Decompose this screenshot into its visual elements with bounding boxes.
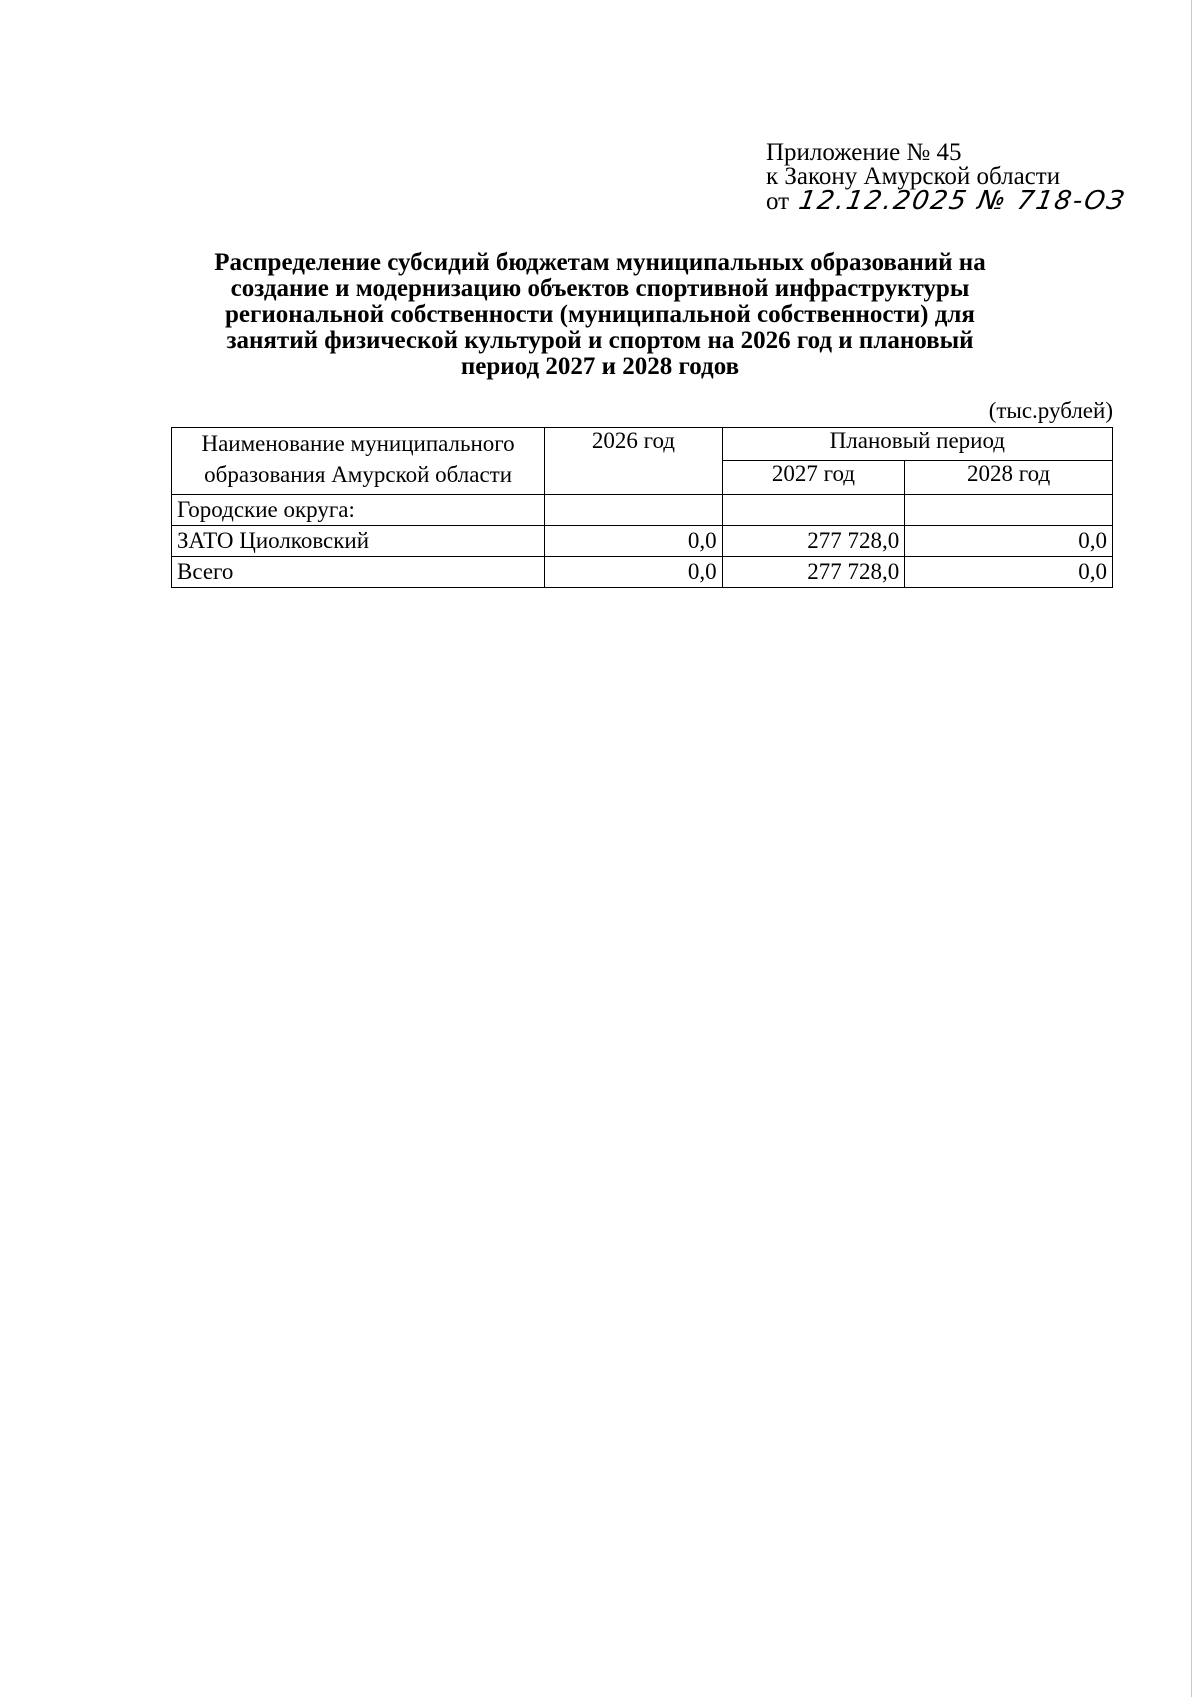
units-label: (тыс.рублей) — [988, 398, 1113, 423]
header-municipality-name: Наименование муниципального образования Амурской области — [172, 428, 545, 495]
appendix-date-prefix: от — [766, 188, 790, 215]
row-value-2027: 277 728,0 — [722, 557, 905, 588]
appendix-date-line — [766, 186, 1129, 216]
row-value-2026 — [545, 495, 723, 526]
row-value-2028: 0,0 — [905, 526, 1113, 557]
title-line-4: занятий физической культурой и спортом на 2026 год и плановый — [226, 327, 974, 354]
appendix-number: Приложение № 45 — [766, 139, 962, 166]
table-row-section — [172, 495, 1113, 526]
header-year-2028: 2028 год — [905, 460, 1113, 494]
row-value-2026: 0,0 — [545, 526, 723, 557]
row-name: ЗАТО Циолковский — [172, 526, 545, 557]
document-title — [150, 250, 1050, 380]
header-year-2027: 2027 год — [722, 460, 905, 494]
handwritten-date-number: 12.12.2025 № 718-ОЗ — [796, 186, 1129, 216]
row-name: Всего — [172, 557, 545, 588]
appendix-law-reference: к Закону Амурской области — [766, 163, 1061, 190]
row-value-2028: 0,0 — [905, 557, 1113, 588]
table-row-total — [172, 557, 1113, 588]
row-value-2028 — [905, 495, 1113, 526]
table-row — [172, 526, 1113, 557]
header-year-2026: 2026 год — [545, 428, 723, 495]
title-line-2: создание и модернизацию объектов спортивной инфраструктуры — [230, 275, 970, 302]
appendix-block — [766, 139, 1129, 216]
title-line-1: Распределение субсидий бюджетам муниципальных образований на — [214, 249, 986, 276]
row-name: Городские округа: — [172, 495, 545, 526]
scan-edge-line — [1191, 0, 1192, 1697]
title-line-3: региональной собственности (муниципальной собственности) для — [225, 301, 975, 328]
row-value-2027 — [722, 495, 905, 526]
subsidy-table — [171, 427, 1113, 588]
table-header-row — [172, 428, 1113, 461]
row-value-2027: 277 728,0 — [722, 526, 905, 557]
title-line-5: период 2027 и 2028 годов — [460, 353, 740, 380]
row-value-2026: 0,0 — [545, 557, 723, 588]
header-planned-period: Плановый период — [722, 428, 1112, 461]
